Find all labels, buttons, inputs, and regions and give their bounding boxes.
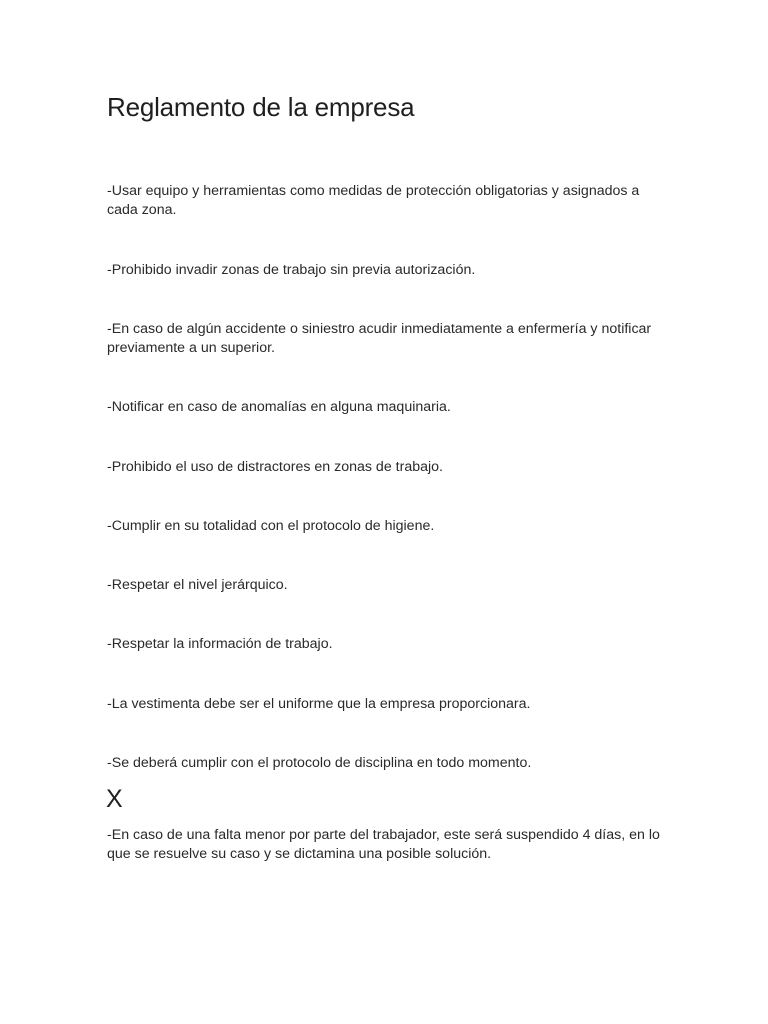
rule-item: -Cumplir en su totalidad con el protocolo de higiene. xyxy=(107,518,435,534)
rule-item: -Respetar el nivel jerárquico. xyxy=(107,577,288,593)
rule-item: -En caso de algún accidente o siniestro acudir inmediatamente a enfermería y notificar previamente a un superior. xyxy=(107,321,652,356)
rule-item: -Prohibido el uso de distractores en zonas de trabajo. xyxy=(107,459,443,475)
rule-item: -Respetar la información de trabajo. xyxy=(107,636,333,652)
section-separator: X xyxy=(106,785,123,813)
rule-item: -La vestimenta debe ser el uniforme que la empresa proporcionara. xyxy=(107,696,531,712)
rule-item: -Usar equipo y herramientas como medidas de protección obligatorias y asignados a cada zona. xyxy=(107,183,640,218)
sanction-paragraph: -En caso de una falta menor por parte del trabajador, este será suspendido 4 días, en lo que se resuelve su caso y se dictamina una posible solución. xyxy=(107,827,660,862)
rule-item: -Se deberá cumplir con el protocolo de disciplina en todo momento. xyxy=(107,755,532,771)
document-title: Reglamento de la empresa xyxy=(107,92,415,122)
rule-item: -Prohibido invadir zonas de trabajo sin previa autorización. xyxy=(107,262,476,278)
rule-item: -Notificar en caso de anomalías en alguna maquinaria. xyxy=(107,399,451,415)
